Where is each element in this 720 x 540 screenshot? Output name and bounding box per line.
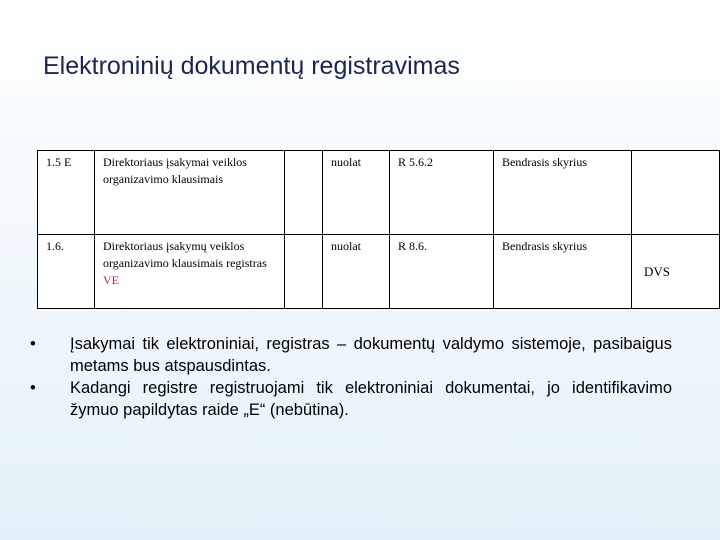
page-title: Elektroninių dokumentų registravimas [43,52,460,80]
bullet-text: Kadangi registre registruojami tik elektroniniai dokumentai, jo identifikavimo žymuo papildytas raide „E“ (nebūtina). [70,379,672,419]
bullet-icon: • [30,335,36,353]
bullet-list [30,333,672,421]
row-reference: R 8.6. [390,235,494,309]
row-department: Bendrasis skyrius [494,151,632,235]
row-description: Direktoriaus įsakymai veiklos organizavimo klausimais [95,151,285,235]
bullet-icon: • [30,379,36,397]
list-item [30,377,672,421]
row-empty-cell [285,151,323,235]
row-index: 1.6. [38,235,95,309]
row-description-cell [95,235,285,309]
row-department: Bendrasis skyrius [494,235,632,309]
row-description-suffix: VE [103,273,119,287]
row-empty-cell [285,235,323,309]
register-table [37,150,720,309]
row-note [632,151,720,235]
row-term: nuolat [323,235,390,309]
list-item [30,333,672,377]
row-term: nuolat [323,151,390,235]
row-description: Direktoriaus įsakymų veiklos organizavimo klausimais registras [103,239,267,270]
table-row [38,151,720,235]
row-index: 1.5 E [38,151,95,235]
row-note: DVS [632,235,720,309]
bullet-text: Įsakymai tik elektroniniai, registras – dokumentų valdymo sistemoje, pasibaigus metams bus atspausdintas. [70,335,672,375]
row-reference: R 5.6.2 [390,151,494,235]
table-row [38,235,720,309]
